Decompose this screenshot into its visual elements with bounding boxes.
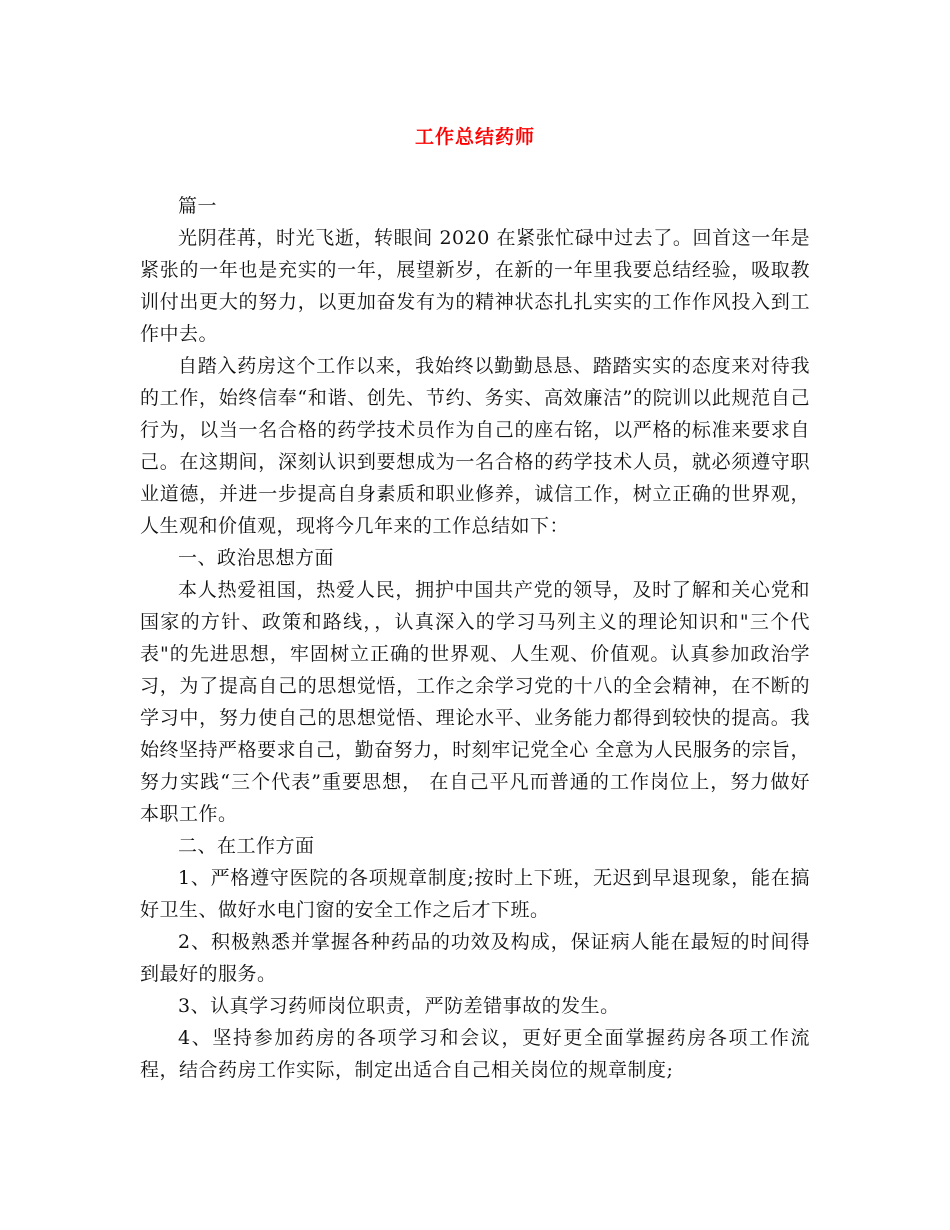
section-label: 篇一 xyxy=(178,195,218,217)
paragraph: 自踏入药房这个工作以来，我始终以勤勤恳恳、踏踏实实的态度来对待我的工作，始终信奉“和谐、创先、节约、务实、高效廉洁”的院训以此规范自己行为，以当一名合格的药学技术员作为自己的座右铭，以严格的标准来要求自己。在这期间，深刻认识到要想成为一名合格的药学技术人员，就必须遵守职业道德，并进一步提高自身素质和职业修养，诚信工作，树立正确的世界观，人生观和价值观，现将今几年来的工作总结如下： xyxy=(140,355,810,537)
paragraph: 光阴荏苒，时光飞逝，转眼间 2020 在紧张忙碌中过去了。回首这一年是紧张的一年也是充实的一年，展望新岁，在新的一年里我要总结经验，吸取教训付出更大的努力，以更加奋发有为的精神状态扎扎实实的工作作风投入到工作中去。 xyxy=(140,227,810,345)
list-item: 3、认真学习药师岗位职责，严防差错事故的发生。 xyxy=(178,995,620,1017)
section-heading: 一、政治思想方面 xyxy=(178,547,335,569)
section-heading: 二、在工作方面 xyxy=(178,835,315,857)
list-item: 2、积极熟悉并掌握各种药品的功效及构成，保证病人能在最短的时间得到最好的服务。 xyxy=(140,931,810,985)
list-item: 1、严格遵守医院的各项规章制度;按时上下班，无迟到早退现象，能在搞好卫生、做好水电门窗的安全工作之后才下班。 xyxy=(140,867,810,921)
list-item: 4、坚持参加药房的各项学习和会议，更好更全面掌握药房各项工作流程，结合药房工作实际，制定出适合自己相关岗位的规章制度; xyxy=(140,1027,810,1081)
document-body xyxy=(140,190,810,1086)
paragraph: 本人热爱祖国，热爱人民，拥护中国共产党的领导，及时了解和关心党和国家的方针、政策和路线，，认真深入的学习马列主义的理论知识和"三个代表"的先进思想，牢固树立正确的世界观、人生观、价值观。认真参加政治学习，为了提高自己的思想觉悟，工作之余学习党的十八的全会精神，在不断的学习中，努力使自己的思想觉悟、理论水平、业务能力都得到较快的提高。我始终坚持严格要求自己，勤奋努力，时刻牢记党全心 全意为人民服务的宗旨，努力实践“三个代表”重要思想， 在自己平凡而普通的工作岗位上，努力做好本职工作。 xyxy=(140,579,810,825)
document-title: 工作总结药师 xyxy=(414,126,535,148)
